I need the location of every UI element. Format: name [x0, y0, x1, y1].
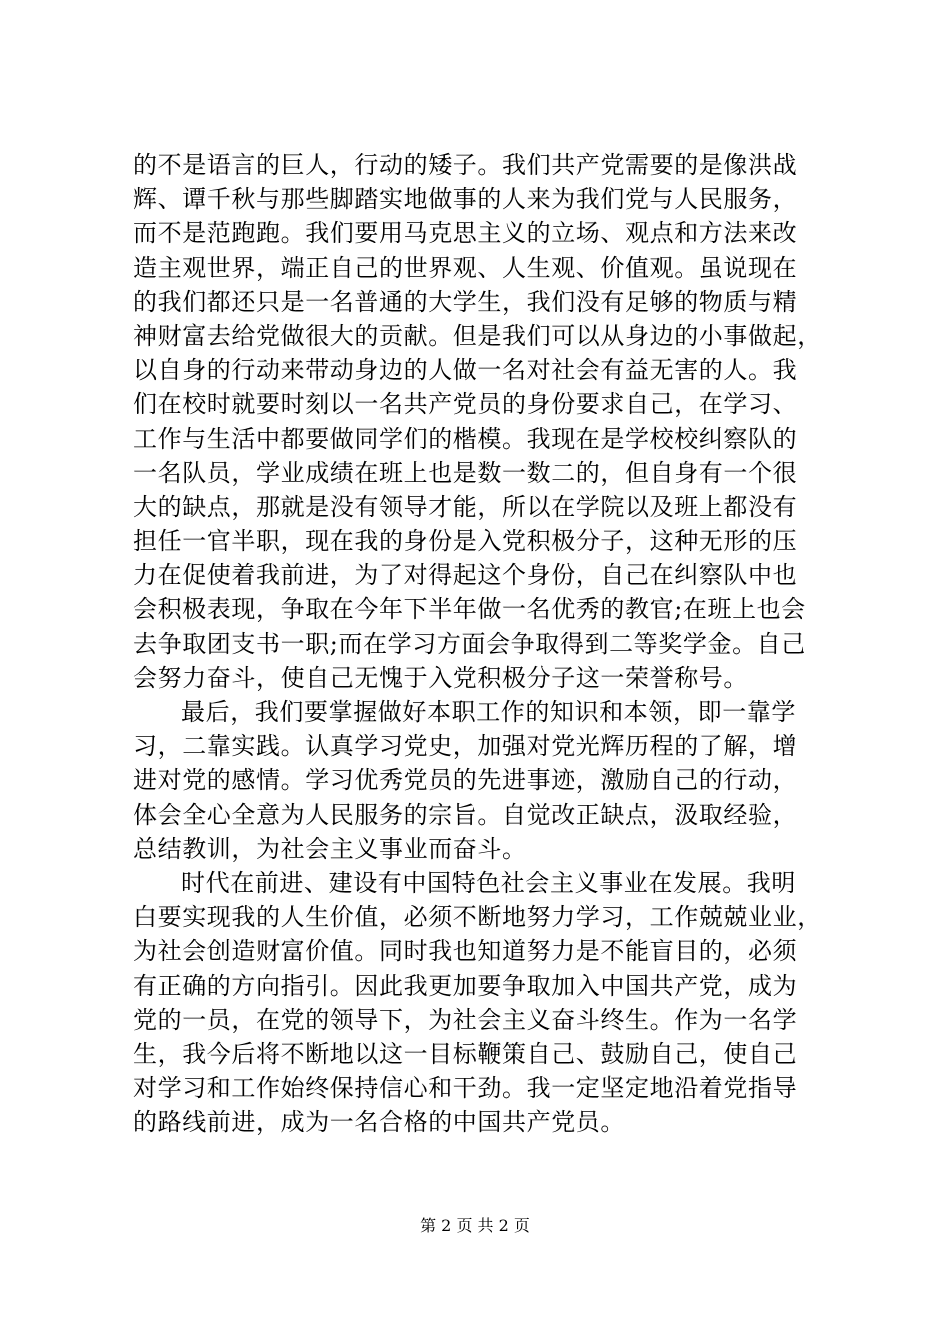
text-line: 一名队员，学业成绩在班上也是数一数二的，但自身有一个很	[133, 458, 798, 487]
text-line: 辉、谭千秋与那些脚踏实地做事的人来为我们党与人民服务，	[133, 185, 798, 214]
text-line: 担任一官半职，现在我的身份是入党积极分子，这种无形的压	[133, 527, 798, 556]
page-footer: 第 2 页 共 2 页	[420, 1216, 530, 1235]
text-line: 对学习和工作始终保持信心和干劲。我一定坚定地沿着党指导	[133, 1074, 798, 1103]
text-line: 时代在前进、建设有中国特色社会主义事业在发展。我明	[181, 868, 796, 897]
text-line: 为社会创造财富价值。同时我也知道努力是不能盲目的，必须	[133, 937, 798, 966]
text-line: 力在促使着我前进，为了对得起这个身份，自己在纠察队中也	[133, 561, 798, 590]
text-line: 们在校时就要时刻以一名共产党员的身份要求自己，在学习、	[133, 390, 798, 419]
text-line: 白要实现我的人生价值，必须不断地努力学习，工作兢兢业业，	[133, 903, 822, 932]
text-line: 会积极表现，争取在今年下半年做一名优秀的教官;在班上也会	[133, 595, 806, 624]
text-line: 进对党的感情。学习优秀党员的先进事迹，激励自己的行动，	[133, 766, 798, 795]
text-line: 总结教训，为社会主义事业而奋斗。	[133, 834, 527, 863]
text-line: 造主观世界，端正自己的世界观、人生观、价值观。虽说现在	[133, 253, 798, 282]
text-line: 体会全心全意为人民服务的宗旨。自觉改正缺点，汲取经验，	[133, 800, 798, 829]
text-line: 去争取团支书一职;而在学习方面会争取得到二等奖学金。自己	[133, 629, 806, 658]
text-line: 神财富去给党做很大的贡献。但是我们可以从身边的小事做起，	[133, 321, 822, 350]
text-line: 的不是语言的巨人，行动的矮子。我们共产党需要的是像洪战	[133, 151, 798, 179]
text-line: 党的一员，在党的领导下，为社会主义奋斗终生。作为一名学	[133, 1005, 798, 1034]
text-line: 会努力奋斗，使自己无愧于入党积极分子这一荣誉称号。	[133, 663, 748, 692]
text-line: 工作与生活中都要做同学们的楷模。我现在是学校校纠察队的	[133, 424, 798, 453]
text-line: 大的缺点，那就是没有领导才能，所以在学院以及班上都没有	[133, 492, 798, 521]
text-line: 的我们都还只是一名普通的大学生，我们没有足够的物质与精	[133, 287, 798, 316]
text-line: 有正确的方向指引。因此我更加要争取加入中国共产党，成为	[133, 971, 798, 1000]
body-text	[133, 148, 833, 1139]
text-line: 习，二靠实践。认真学习党史，加强对党光辉历程的了解，增	[133, 732, 798, 761]
text-line: 最后，我们要掌握做好本职工作的知识和本领，即一靠学	[181, 698, 796, 726]
text-line: 以自身的行动来带动身边的人做一名对社会有益无害的人。我	[133, 356, 798, 385]
text-line: 生，我今后将不断地以这一目标鞭策自己、鼓励自己，使自己	[133, 1039, 798, 1068]
text-line: 而不是范跑跑。我们要用马克思主义的立场、观点和方法来改	[133, 219, 798, 248]
text-line: 的路线前进，成为一名合格的中国共产党员。	[133, 1108, 625, 1137]
